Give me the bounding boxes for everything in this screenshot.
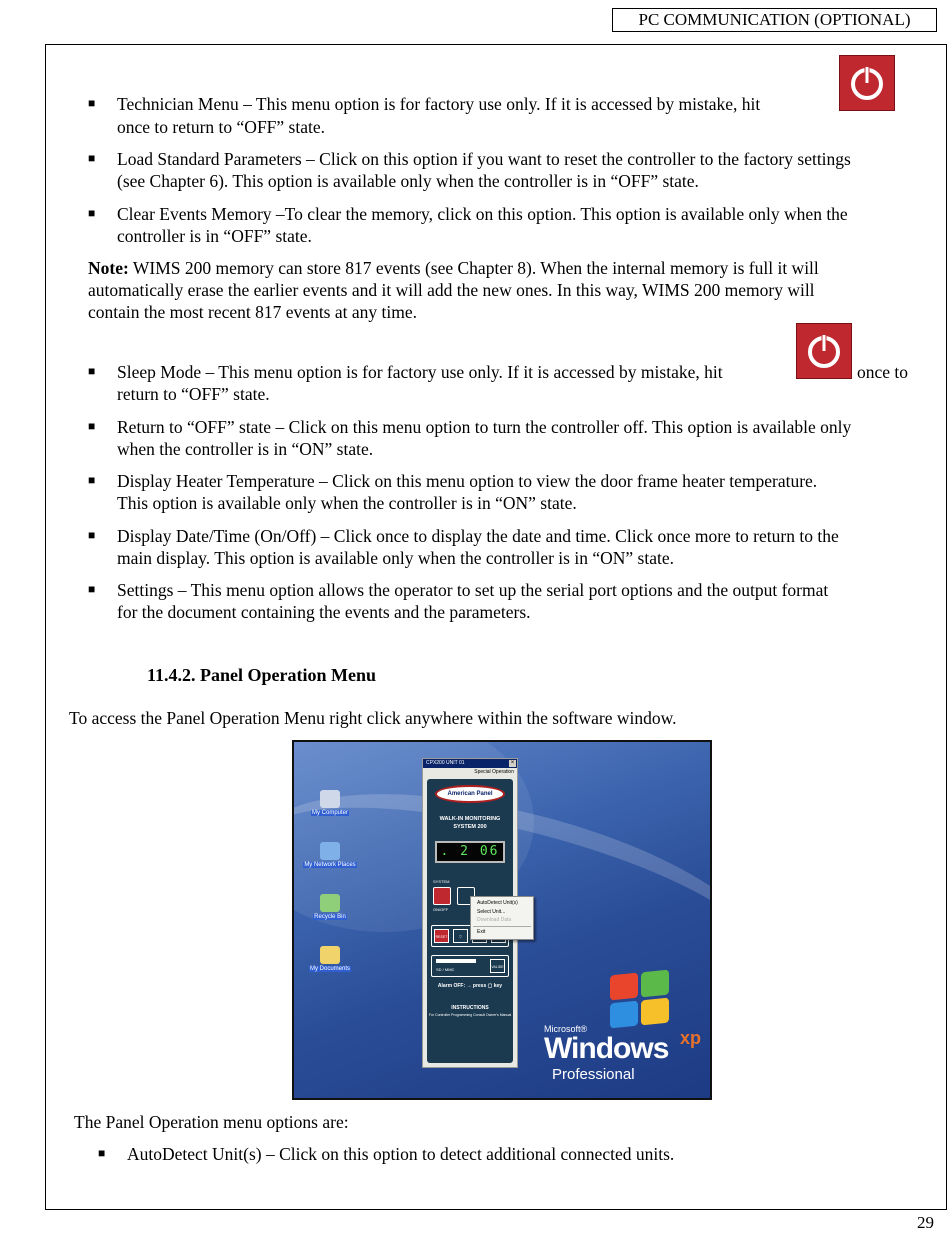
bullet-marker: ■	[88, 582, 96, 596]
item-date-time-line2: main display. This option is available only when the controller is in “ON” state.	[117, 548, 674, 568]
close-icon[interactable]: ×	[510, 760, 515, 766]
item-load-parameters-line2: (see Chapter 6). This option is available only when the controller is in “OFF” state.	[117, 171, 699, 191]
alarm-hint: Alarm OFF: → press ▢ key	[437, 983, 503, 989]
windows-flag-icon	[610, 974, 674, 1032]
bullet-marker: ■	[88, 364, 96, 378]
item-load-parameters-line1: Load Standard Parameters – Click on this option if you want to reset the controller to the factory settings	[117, 149, 851, 169]
window-titlebar: CPX200 UNIT 01 ×	[423, 759, 517, 768]
windows-xp-logo: Microsoft® Windows xp Professional	[544, 974, 712, 1084]
power-button-icon	[796, 323, 852, 379]
bullet-marker: ■	[88, 96, 96, 110]
desktop-icon-recycle-bin[interactable]: Recycle Bin	[300, 894, 360, 920]
item-settings-line1: Settings – This menu option allows the operator to set up the serial port options and the output format	[117, 580, 829, 600]
menu-special-operation[interactable]: Special Operation	[474, 769, 514, 775]
bullet-marker: ■	[98, 1146, 106, 1160]
power-button-icon	[839, 55, 895, 111]
item-sleep-mode-line1: Sleep Mode – This menu option is for factory use only. If it is accessed by mistake, hit	[117, 362, 723, 382]
menu-item-autodetect[interactable]: AutoDetect Unit(s)	[477, 900, 518, 906]
item-date-time-line1: Display Date/Time (On/Off) – Click once to display the date and time. Click once more to return to the	[117, 526, 839, 546]
bullet-marker: ■	[88, 206, 96, 220]
system-label: SYSTEM	[433, 879, 450, 884]
item-technician-menu-line1: Technician Menu – This menu option is for factory use only. If it is accessed by mistake, hit	[117, 94, 761, 114]
system-name: WALK-IN MONITORING SYSTEM 200	[439, 816, 501, 830]
item-settings-line2: for the document containing the events and the parameters.	[117, 602, 531, 622]
menu-item-select-unit[interactable]: Select Unit...	[477, 908, 506, 915]
system-power-button[interactable]	[433, 887, 451, 905]
bullet-marker: ■	[88, 473, 96, 487]
option-autodetect: AutoDetect Unit(s) – Click on this option to detect additional connected units.	[127, 1144, 675, 1164]
desktop-icon-my-computer[interactable]: My Computer	[300, 790, 360, 816]
menu-item-exit[interactable]: Exit	[477, 928, 486, 935]
note-line3: contain the most recent 817 events at any time.	[88, 302, 417, 322]
section-heading: 11.4.2. Panel Operation Menu	[147, 665, 376, 685]
note-text-1: WIMS 200 memory can store 817 events (see Chapter 8). When the internal memory is full it will	[132, 258, 819, 278]
item-technician-menu-line2: once to return to “OFF” state.	[117, 117, 326, 137]
note-line2: automatically erase the earlier events and it will add the new ones. In this way, WIMS 200 memory will	[88, 280, 815, 300]
menu-item-download-data: Download Data	[477, 917, 512, 923]
item-return-off-line1: Return to “OFF” state – Click on this menu option to turn the controller off. This option is available only	[117, 417, 852, 437]
item-clear-events-line1: Clear Events Memory –To clear the memory, click on this option. This option is available only when the	[117, 204, 848, 224]
item-sleep-mode-once-to: once to	[857, 362, 909, 382]
note-label: Note:	[88, 258, 129, 278]
panel-operation-context-menu	[470, 896, 534, 940]
page-number: 29	[917, 1213, 934, 1232]
lcd-display: . 2 06	[435, 841, 505, 863]
sd-card-slot: SD / MMC VALIDE	[431, 955, 509, 977]
validate-key[interactable]: VALIDE	[490, 959, 505, 973]
item-clear-events-line2: controller is in “OFF” state.	[117, 226, 312, 246]
instructions-block: INSTRUCTIONS For Controller Programming Consult Owner's Manual	[428, 1005, 512, 1017]
item-sleep-mode-line2: return to “OFF” state.	[117, 384, 270, 404]
software-screenshot	[292, 740, 712, 1100]
desktop-icon-network-places[interactable]: My Network Places	[300, 842, 360, 868]
section-header: PC COMMUNICATION (OPTIONAL)	[612, 8, 937, 32]
bullet-marker: ■	[88, 528, 96, 542]
options-intro: The Panel Operation menu options are:	[74, 1112, 349, 1132]
bullet-marker: ■	[88, 151, 96, 165]
american-panel-logo: American Panel	[435, 785, 505, 803]
item-return-off-line2: when the controller is in “ON” state.	[117, 439, 374, 459]
reset-key[interactable]: RESET	[434, 929, 449, 943]
menu-separator	[473, 926, 531, 927]
intro-paragraph: To access the Panel Operation Menu right click anywhere within the software window.	[69, 708, 677, 728]
onoff-label: ON/OFF	[433, 907, 449, 912]
down-key[interactable]: ▽	[453, 929, 468, 943]
note-line1	[88, 257, 819, 280]
desktop-icon-my-documents[interactable]: My Documents	[300, 946, 360, 972]
item-heater-temp-line2: This option is available only when the controller is in “ON” state.	[117, 493, 577, 513]
item-heater-temp-line1: Display Heater Temperature – Click on this menu option to view the door frame heater temperature.	[117, 471, 818, 491]
bullet-marker: ■	[88, 419, 96, 433]
